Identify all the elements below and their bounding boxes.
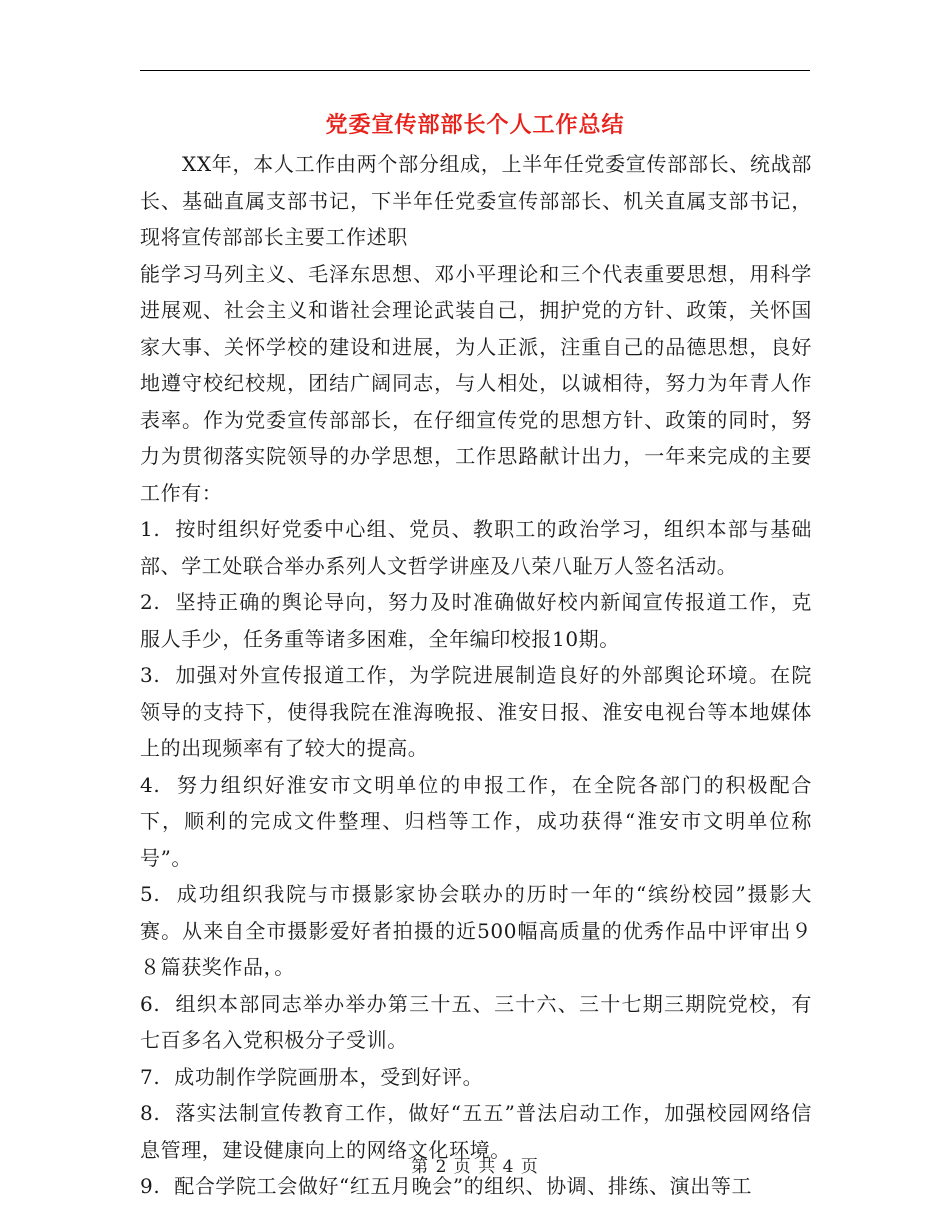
- header-rule: [140, 70, 810, 71]
- list-item-number: 1.: [140, 517, 161, 541]
- list-item-number: 2.: [140, 590, 161, 614]
- list-item-text: 努力组织好淮安市文明单位的申报工作，在全院各部门的积极配合下，顺利的完成文件整理、归档等工作，成功获得“淮安市文明单位称号”。: [140, 772, 812, 870]
- list-item-text: 加强对外宣传报道工作，为学院进展制造良好的外部舆论环境。在院领导的支持下，使得我院在淮海晚报、淮安日报、淮安电视台等本地媒体上的出现频率有了较大的提高。: [140, 663, 813, 760]
- page-number: 第 2 页 共 4 页: [411, 1157, 539, 1177]
- document-title: 党委宣传部部长个人工作总结: [325, 112, 625, 138]
- list-item-number: 6.: [140, 991, 161, 1016]
- list-item-text: 配合学院工会做好“红五月晚会”的组织、协调、排练、演出等工: [174, 1174, 753, 1198]
- list-item-text: 成功制作学院画册本，受到好评。: [174, 1064, 484, 1089]
- list-item-text: 成功组织我院与市摄影家协会联办的历时一年的“缤纷校园”摄影大赛。从来自全市摄影爱好者拍摄的近500幅高质量的优秀作品中评审出９８篇获奖作品，。: [140, 882, 812, 979]
- list-item-number: 4.: [140, 772, 161, 797]
- list-item-text: 落实法制宣传教育工作，做好“五五”普法启动工作，加强校园网络信息管理，建设健康向上的网络文化环境。: [140, 1101, 812, 1162]
- summary-paragraph: 能学习马列主义、毛泽东思想、邓小平理论和三个代表重要思想，用科学进展观、社会主义和谐社会理论武装自己，拥护党的方针、政策，关怀国家大事、关怀学校的建设和进展，为人正派，注重自己的品德思想，良好地遵守校纪校规，团结广阔同志，与人相处，以诚相待，努力为年青人作表率。作为党委宣传部部长，在仔细宣传党的思想方针、政策的同时，努力为贯彻落实院领导的办学思想，工作思路献计出力，一年来完成的主要工作有：: [140, 261, 812, 505]
- list-item-number: 5.: [140, 882, 161, 906]
- document-body: [140, 146, 812, 1205]
- list-item-text: 按时组织好党委中心组、党员、教职工的政治学习，组织本部与基础部、学工处联合举办系列人文哲学讲座及八荣八耻万人签名活动。: [140, 517, 813, 578]
- list-item: [140, 876, 812, 986]
- list-item-text: 坚持正确的舆论导向，努力及时准确做好校内新闻宣传报道工作，克服人手少，任务重等诸多困难，全年编印校报10期。: [140, 590, 813, 651]
- list-item-text: 组织本部同志举办举办第三十五、三十六、三十七期三期院党校，有七百多名入党积极分子受训。: [140, 991, 813, 1052]
- list-item: [140, 657, 812, 767]
- list-item: [140, 511, 812, 584]
- list-item-number: 7.: [140, 1064, 161, 1089]
- list-item-number: 3.: [140, 663, 161, 687]
- list-item: [140, 767, 812, 877]
- list-item: [140, 1059, 812, 1096]
- list-item: [140, 584, 812, 657]
- list-item: [140, 986, 812, 1059]
- list-item-number: 9.: [140, 1174, 161, 1198]
- intro-paragraph: XX年，本人工作由两个部分组成，上半年任党委宣传部部长、统战部长、基础直属支部书记，下半年任党委宣传部部长、机关直属支部书记，现将宣传部部长主要工作述职: [140, 152, 812, 249]
- list-item-number: 8.: [140, 1101, 161, 1125]
